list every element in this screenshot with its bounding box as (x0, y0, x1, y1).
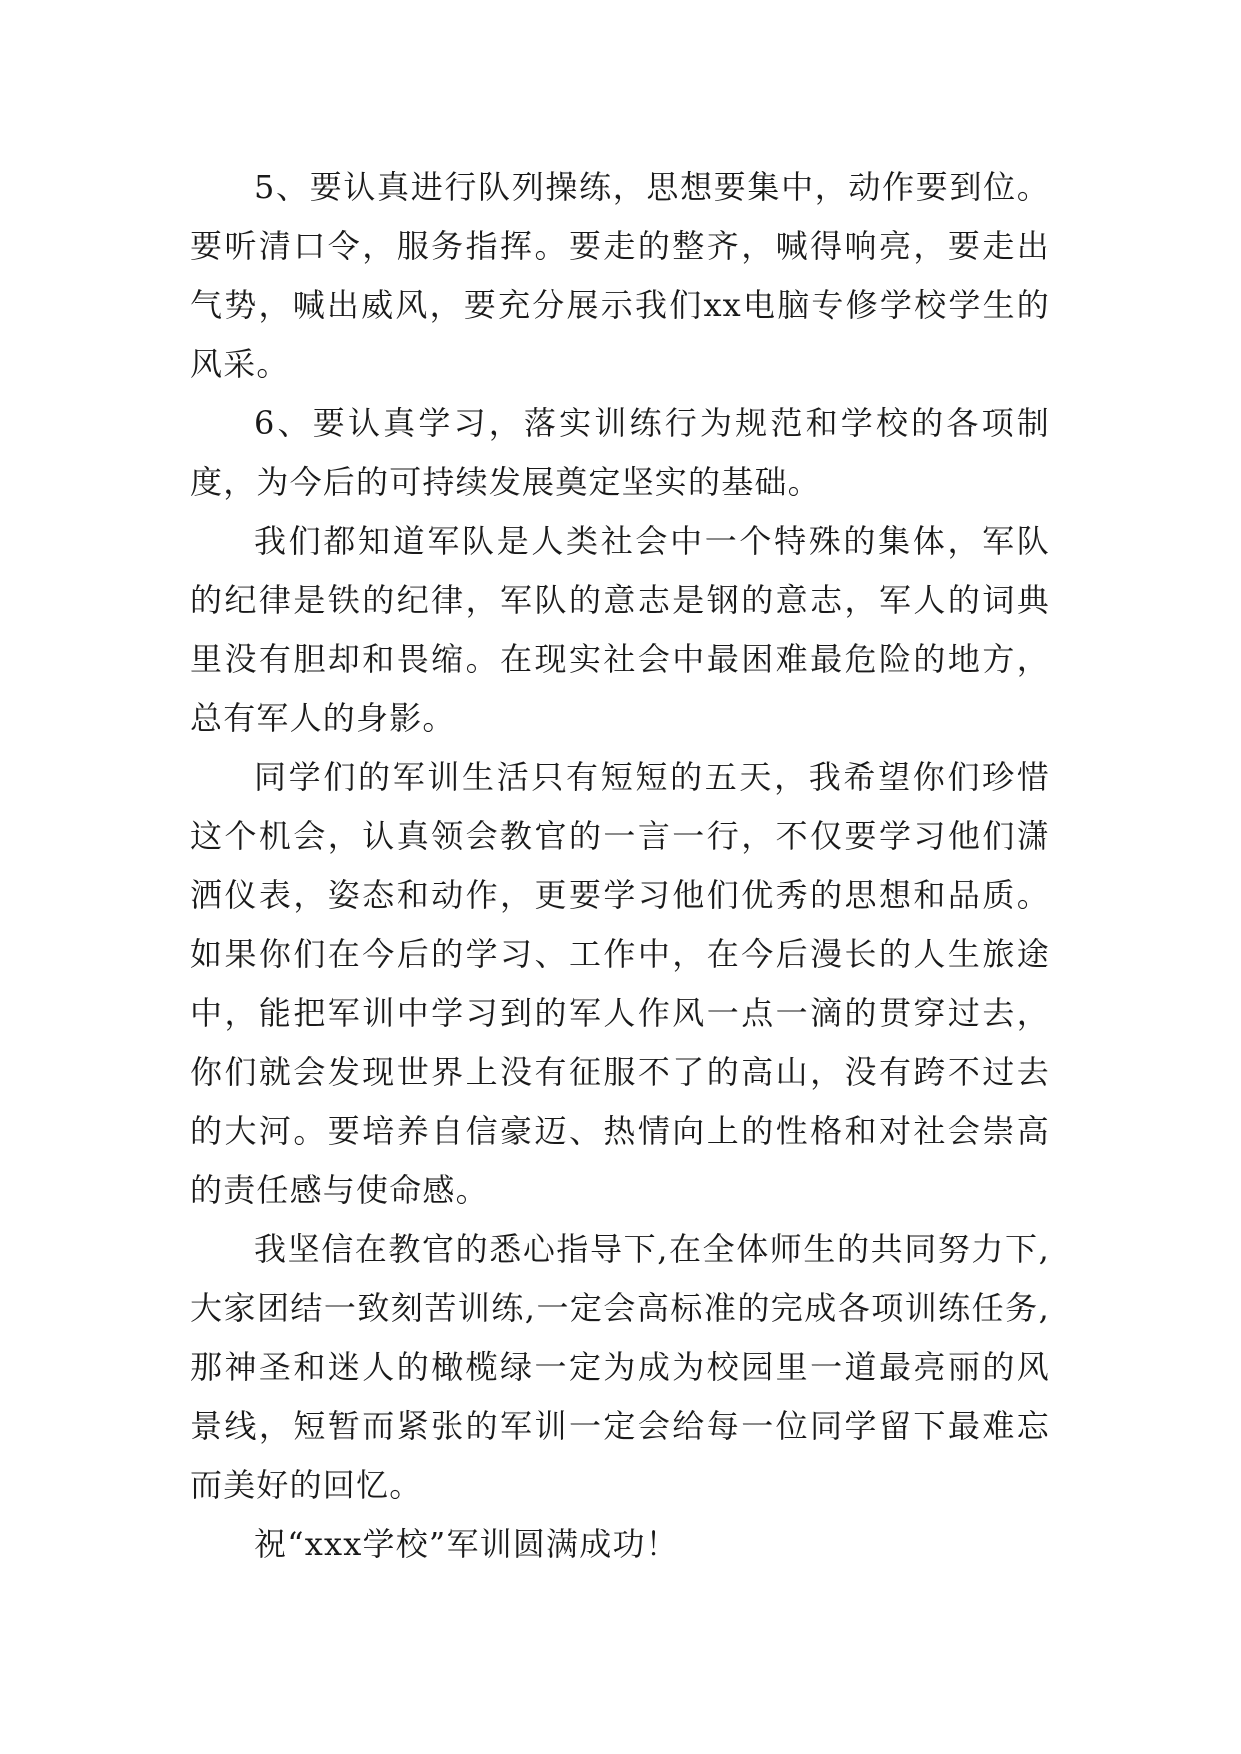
paragraph-item-6: 6、要认真学习，落实训练行为规范和学校的各项制度，为今后的可持续发展奠定坚实的基础。 (190, 404, 1050, 501)
paragraph-military: 我们都知道军队是人类社会中一个特殊的集体，军队的纪律是铁的纪律，军队的意志是钢的意志，军人的词典里没有胆却和畏缩。在现实社会中最困难最危险的地方，总有军人的身影。 (190, 522, 1050, 737)
paragraph-closing: 祝“xxx学校”军训圆满成功！ (254, 1525, 679, 1563)
paragraph-training: 同学们的军训生活只有短短的五天，我希望你们珍惜这个机会，认真领会教官的一言一行，不仅要学习他们潇洒仪表，姿态和动作，更要学习他们优秀的思想和品质。如果你们在今后的学习、工作中，在今后漫长的人生旅途中，能把军训中学习到的军人作风一点一滴的贯穿过去，你们就会发现世界上没有征服不了的高山，没有跨不过去的大河。要培养自信豪迈、热情向上的性格和对社会崇高的责任感与使命感。 (190, 758, 1050, 1209)
paragraph-item-5: 5、要认真进行队列操练，思想要集中，动作要到位。要听清口令，服务指挥。要走的整齐，喊得响亮，要走出气势，喊出威风，要充分展示我们xx电脑专修学校学生的风采。 (190, 168, 1050, 383)
paragraph-belief: 我坚信在教官的悉心指导下,在全体师生的共同努力下,大家团结一致刻苦训练,一定会高标准的完成各项训练任务,那神圣和迷人的橄榄绿一定为成为校园里一道最亮丽的风景线，短暂而紧张的军训一定会给每一位同学留下最难忘而美好的回忆。 (190, 1230, 1050, 1504)
document-body (190, 158, 1050, 1574)
